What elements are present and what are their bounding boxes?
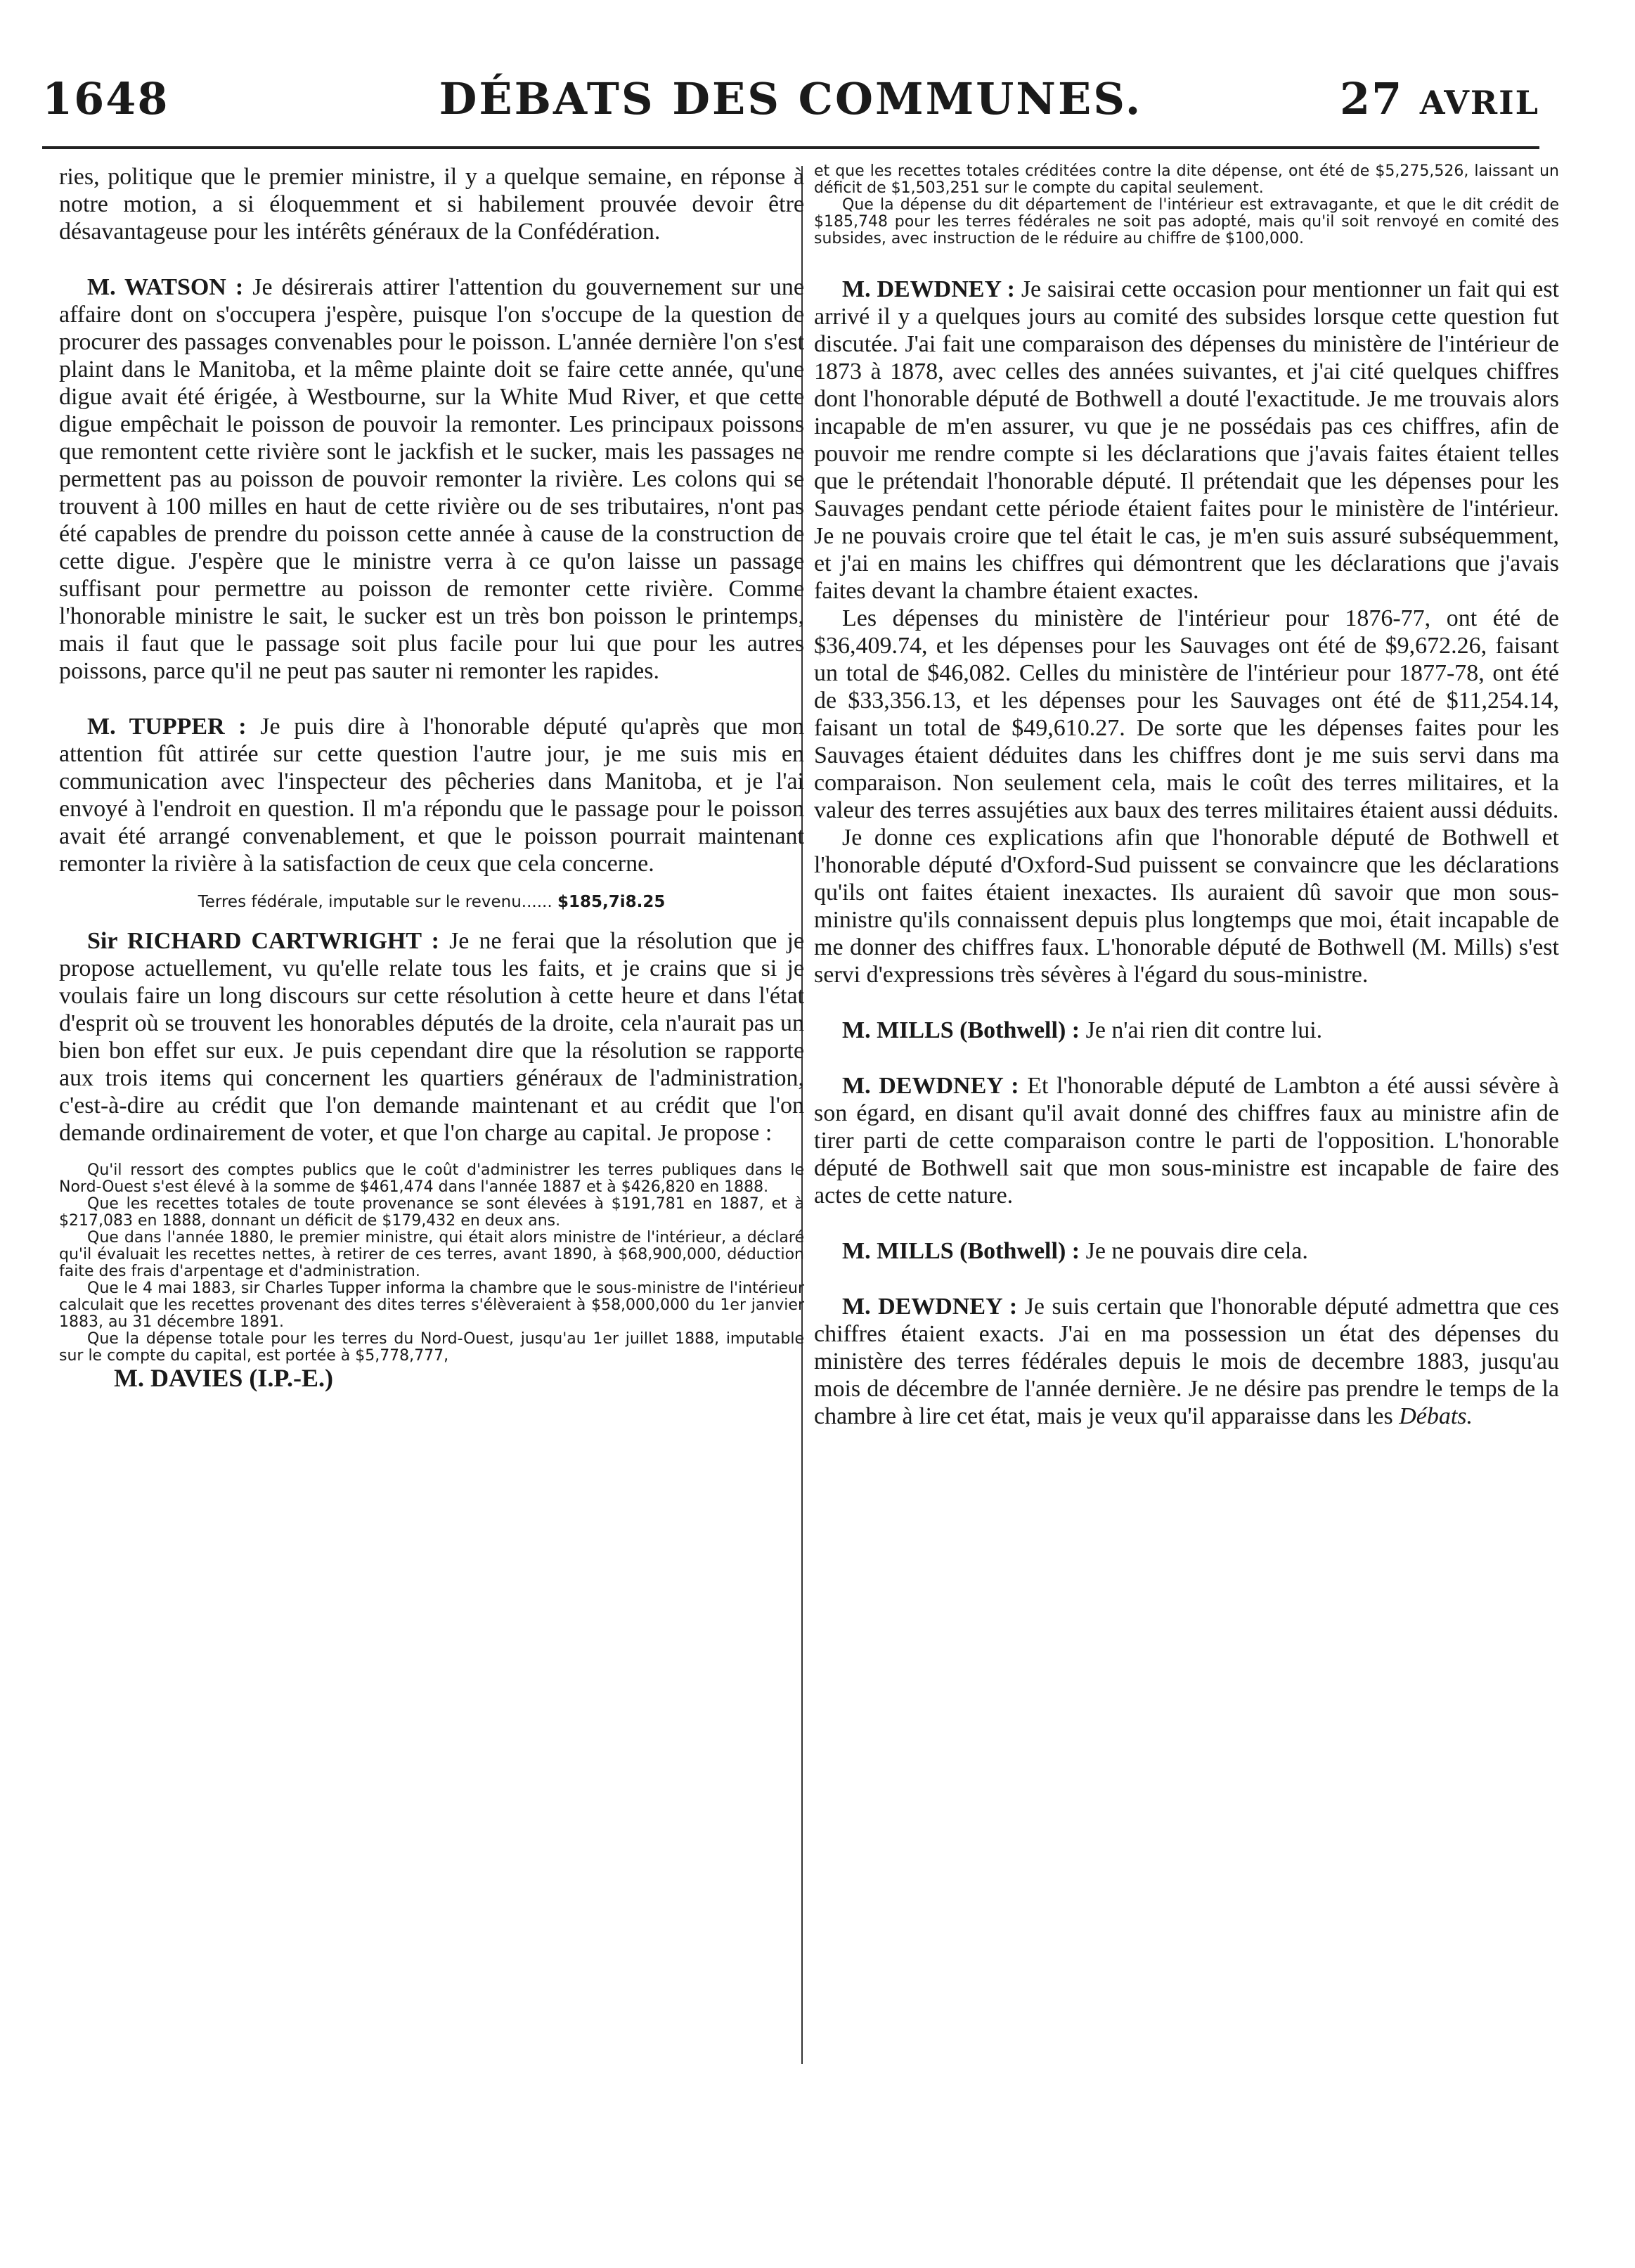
speaker-name: Sir RICHARD CARTWRIGHT : [87, 928, 439, 954]
paragraph: Je donne ces explications afin que l'honorable député de Bothwell et l'honorable député d'Oxford-Sud puissent se convaincre que les déclarations qu'ils ont faites étaient inexactes. Ils auraient dû savoir que mon sous-ministre qu'ils connaissent depuis plus longtemps que moi, était incapable de me donner des chiffres faux. L'honorable député de Bothwell (M. Mills) s'est servi d'expressions très sévères à l'égard du sous-ministre. [814, 825, 1559, 988]
resolution-clause: Qu'il ressort des comptes publics que le coût d'administrer les terres publiques dans le Nord-Ouest s'est élevé à la somme de $461,474 dans l'année 1887 et à $426,820 en 1888. [59, 1161, 804, 1196]
vote-label: Terres fédérale, imputable sur le revenu...... [198, 893, 552, 911]
speech-text: Je suis certain que l'honorable député admettra que ces chiffres étaient exacts. J'ai en ma possession un état des dépenses du ministère des terres fédérales depuis le mois de decembre 1883, jusqu'au mois de décembre de l'année dernière. Je ne désire pas prendre le temps de la chambre à lire cet état, mais je veux qu'il apparaisse dans les [814, 1294, 1559, 1429]
speaker-name: M. DEWDNEY : [842, 276, 1015, 302]
date-month: AVRIL [1419, 84, 1539, 122]
page-number: 1648 [42, 73, 169, 124]
speaker-name: M. WATSON : [87, 274, 244, 300]
resolution-clause: Que dans l'année 1880, le premier ministre, qui était alors ministre de l'intérieur, a déclaré qu'il évaluait les recettes nettes, à retirer de ces terres, avant 1890, à $68,900,000, déduction faite des frais d'arpentage et d'administration. [59, 1229, 804, 1280]
header-rule [42, 146, 1539, 149]
speaker-name: M. TUPPER : [87, 714, 247, 740]
speech-cartwright [59, 927, 804, 1147]
resolution-clause: et que les recettes totales créditées contre la dite dépense, ont été de $5,275,526, laissant un déficit de $1,503,251 sur le compte du capital seulement. [814, 162, 1559, 197]
speech-watson [59, 273, 804, 685]
speech-text: Je désirerais attirer l'attention du gouvernement sur une affaire dont on s'occupera j'espère, puisque l'on s'occupe de la question de procurer des passages convenables pour le poisson. L'année dernière l'on s'est plaint dans le Manitoba, et la même plainte doit se faire cette année, qu'une digue avait été érigée, à Westbourne, sur la White Mud River, et que cette digue empêchait le poisson de pouvoir la remonter. Les principaux poissons que remontent cette rivière sont le jackfish et le sucker, mais les passages ne permettent pas au poisson de pouvoir remonter la rivière. Les colons qui se trouvent à 100 milles en haut de cette rivière ou de ses tributaires, n'ont pas été capables de prendre du poisson cette année à cause de la construction de cette digue. J'espère que le ministre verra à ce qu'on laisse un passage suffisant pour permettre au poisson de remonter cette rivière. Comme l'honorable ministre le sait, le sucker est un très bon poisson le printemps, mais il faut que le passage soit plus facile pour lui que pour les autres poissons, parce qu'il ne peut pas sauter ni remonter les rapides. [59, 274, 804, 684]
speaker-name: M. DEWDNEY : [842, 1294, 1018, 1320]
speaker-name: M. MILLS (Bothwell) : [842, 1017, 1080, 1043]
signature: M. DAVIES (I.P.-E.) [114, 1364, 334, 1392]
resolution-clause: Que le 4 mai 1883, sir Charles Tupper informa la chambre que le sous-ministre de l'intérieur calculait que les recettes provenant des dites terres s'élèveraient à $58,000,000 du 1er janvier 1883, au 31 décembre 1891. [59, 1280, 804, 1331]
page-title: DÉBATS DES COMMUNES. [439, 73, 1143, 124]
speech-dewdney [814, 276, 1559, 605]
speech-tupper [59, 713, 804, 877]
paragraph-continuation: ries, politique que le premier ministre, il y a quelque semaine, en réponse à notre motion, a si éloquemment et si habilement prouvée devoir être désavantageuse pour les intérêts généraux de la Confédération. [59, 164, 804, 245]
speech-text: Je puis dire à l'honorable député qu'après que mon attention fût attirée sur cette question l'autre jour, je me suis mis en communication avec l'inspecteur des pêcheries dans Manitoba, et je l'ai envoyé à l'endroit en question. Il m'a répondu que le passage pour le poisson avait été arrangé convenablement, et que le poisson pourrait maintenant remonter la rivière à la satisfaction de ceux que cela concerne. [59, 714, 804, 877]
left-column [59, 163, 804, 1392]
speaker-name: M. MILLS (Bothwell) : [842, 1238, 1080, 1264]
resolution-clause: Que la dépense du dit département de l'intérieur est extravagante, et que le dit crédit de $185,748 pour les terres fédérales ne soit pas adopté, mais qu'il soit renvoyé en comité des subsides, avec instruction de le réduire au chiffre de $100,000. [814, 196, 1559, 247]
speech-text: Je ne ferai que la résolution que je propose actuellement, vu qu'elle relate tous les faits, et je crains que si je voulais faire un long discours sur cette résolution à cette heure et dans l'état d'esprit où se trouvent les honorables députés de la droite, cela n'aurait pas un bien bon effet sur eux. Je puis cependant dire que la résolution se rapporte aux trois items qui concernent les quartiers généraux de l'administration, c'est-à-dire au crédit que l'on demande maintenant et au crédit que l'on demande ordinairement de voter, et que l'on charge au capital. Je propose : [59, 928, 804, 1146]
vote-item [59, 889, 804, 916]
right-column [814, 163, 1559, 1430]
speech-dewdney [814, 1293, 1559, 1430]
speech-mills [814, 1017, 1559, 1044]
page-header [42, 73, 1539, 136]
speech-dewdney [814, 1072, 1559, 1209]
speech-mills [814, 1237, 1559, 1265]
resolution-clause: Que la dépense totale pour les terres du Nord-Ouest, jusqu'au 1er juillet 1888, imputable sur le compte du capital, est portée à $5,778,777, [59, 1330, 804, 1365]
speech-text: Je ne pouvais dire cela. [1085, 1238, 1308, 1264]
resolution-clause: Que les recettes totales de toute provenance se sont élevées à $191,781 en 1887, et à $217,083 en 1888, donnant un déficit de $179,432 en deux ans. [59, 1195, 804, 1230]
vote-amount: $185,7i8.25 [557, 893, 666, 911]
date-day: 27 [1340, 73, 1404, 124]
speech-text: Je n'ai rien dit contre lui. [1085, 1017, 1323, 1043]
paragraph: Les dépenses du ministère de l'intérieur pour 1876-77, ont été de $36,409.74, et les dépenses pour les Sauvages ont été de $9,672.26, faisant un total de $46,082. Celles du ministère de l'intérieur pour 1877-78, ont été de $33,356.13, et les dépenses pour les Sauvages ont été de $11,254.14, faisant un total de $49,610.27. De sorte que les dépenses faites pour les Sauvages étaient déduites dans les chiffres dont je me suis servi dans ma comparaison. Non seulement cela, mais le coût des terres militaires, et la valeur des terres assujéties aux baux des terres militaires étaient aussi déduits. [814, 605, 1559, 823]
speaker-name: M. DEWDNEY : [842, 1073, 1019, 1099]
page-date [1340, 73, 1539, 124]
speech-text: Je saisirai cette occasion pour mentionner un fait qui est arrivé il y a quelques jours au comité des subsides lorsque cette question fut discutée. J'ai fait une comparaison des dépenses du ministère de l'intérieur de 1873 à 1878, avec celles des années suivantes, et j'ai cité quelques chiffres dont l'honorable député de Bothwell a douté l'exactitude. Je me trouvais alors incapable de m'en assurer, vu que je ne possédais pas ces chiffres, afin de pouvoir me rendre compte si les déclarations que j'avais faites étaient telles que le prétendait l'honorable député. Il prétendait que les dépenses pour les Sauvages pendant cette période étaient faites pour le ministère de l'intérieur. Je ne pouvais croire que tel était le cas, je m'en suis assuré subséquemment, et j'ai en mains les chiffres qui démontrent que les déclarations que j'avais faites devant la chambre étaient exactes. [814, 276, 1560, 604]
debats-italic: Débats. [1399, 1403, 1473, 1429]
speech-text: Et l'honorable député de Lambton a été aussi sévère à son égard, en disant qu'il avait donné des chiffres faux au ministre afin de tirer parti de cette comparaison contre le parti de l'opposition. L'honorable député de Bothwell sait que mon sous-ministre est incapable de faire des actes de cette nature. [814, 1073, 1560, 1209]
